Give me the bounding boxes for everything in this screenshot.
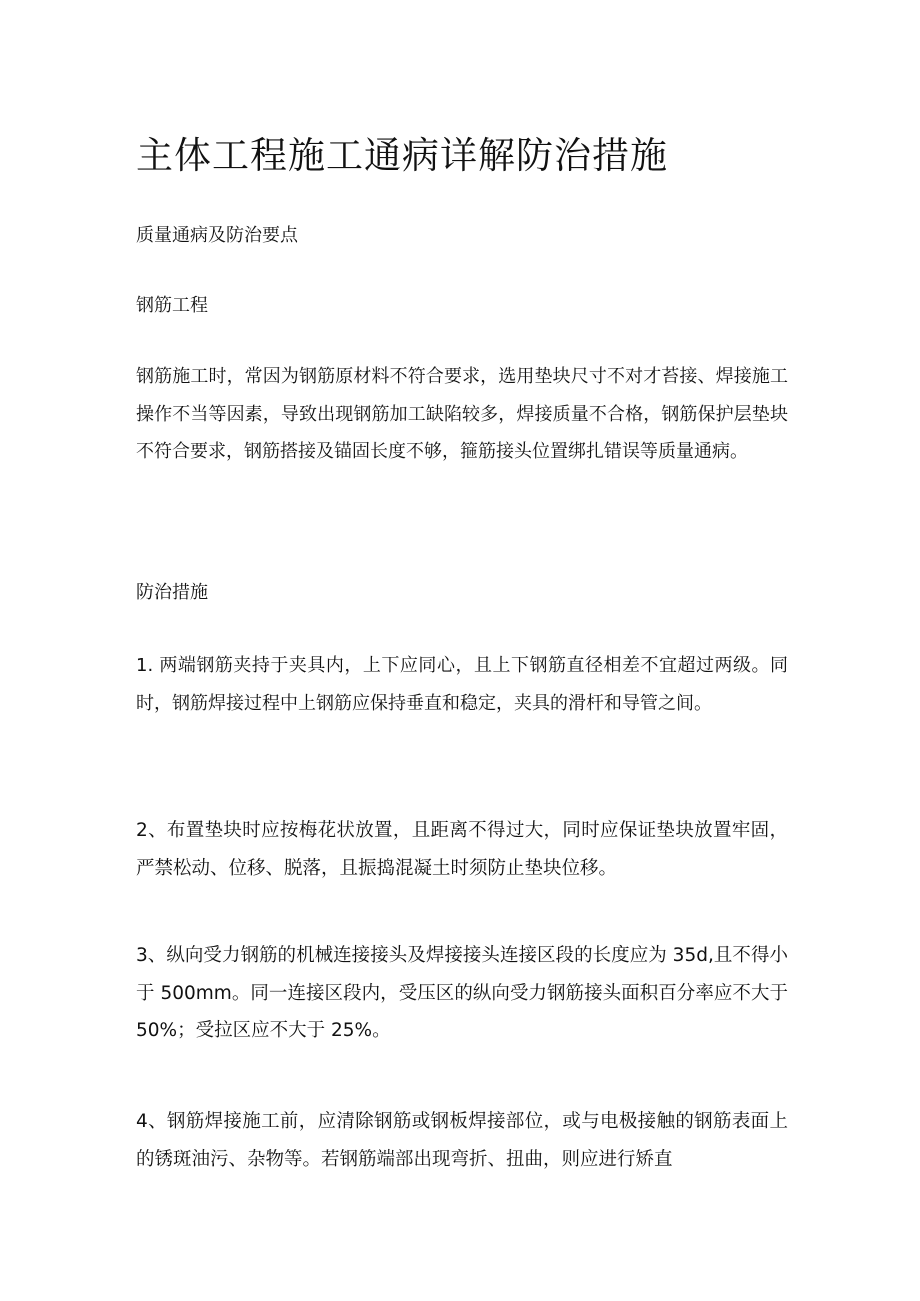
- measure-item-4: 4、钢筋焊接施工前，应清除钢筋或钢板焊接部位，或与电极接触的钢筋表面上的锈斑油污、杂物等。若钢筋端部出现弯折、扭曲，则应进行矫直: [136, 1111, 788, 1170]
- document-title: 主体工程施工通病详解防治措施: [136, 134, 668, 177]
- section-heading: 质量通病及防治要点: [136, 225, 298, 246]
- measure-item-1: 1. 两端钢筋夹持于夹具内，上下应同心，且上下钢筋直径相差不宜超过两级。同时，钢筋焊接过程中上钢筋应保持垂直和稳定，夹具的滑杆和导管之间。: [136, 655, 788, 714]
- measure-item-2: 2、布置垫块时应按梅花状放置，且距离不得过大，同时应保证垫块放置牢固，严禁松动、位移、脱落，且振捣混凝土时须防止垫块位移。: [136, 820, 788, 879]
- measures-heading: 防治措施: [136, 582, 208, 603]
- measure-item-3: 3、纵向受力钢筋的机械连接接头及焊接接头连接区段的长度应为 35d,且不得小于 500mm。同一连接区段内，受压区的纵向受力钢筋接头面积百分率应不大于 50%；受拉区应不大于 25%。: [136, 945, 788, 1041]
- subsection-heading: 钢筋工程: [136, 295, 208, 316]
- intro-paragraph: 钢筋施工时，常因为钢筋原材料不符合要求，选用垫块尺寸不对才苔接、焊接施工操作不当等因素，导致出现钢筋加工缺陷较多，焊接质量不合格，钢筋保护层垫块不符合要求，钢筋搭接及锚固长度不够，箍筋接头位置绑扎错误等质量通病。: [136, 366, 788, 462]
